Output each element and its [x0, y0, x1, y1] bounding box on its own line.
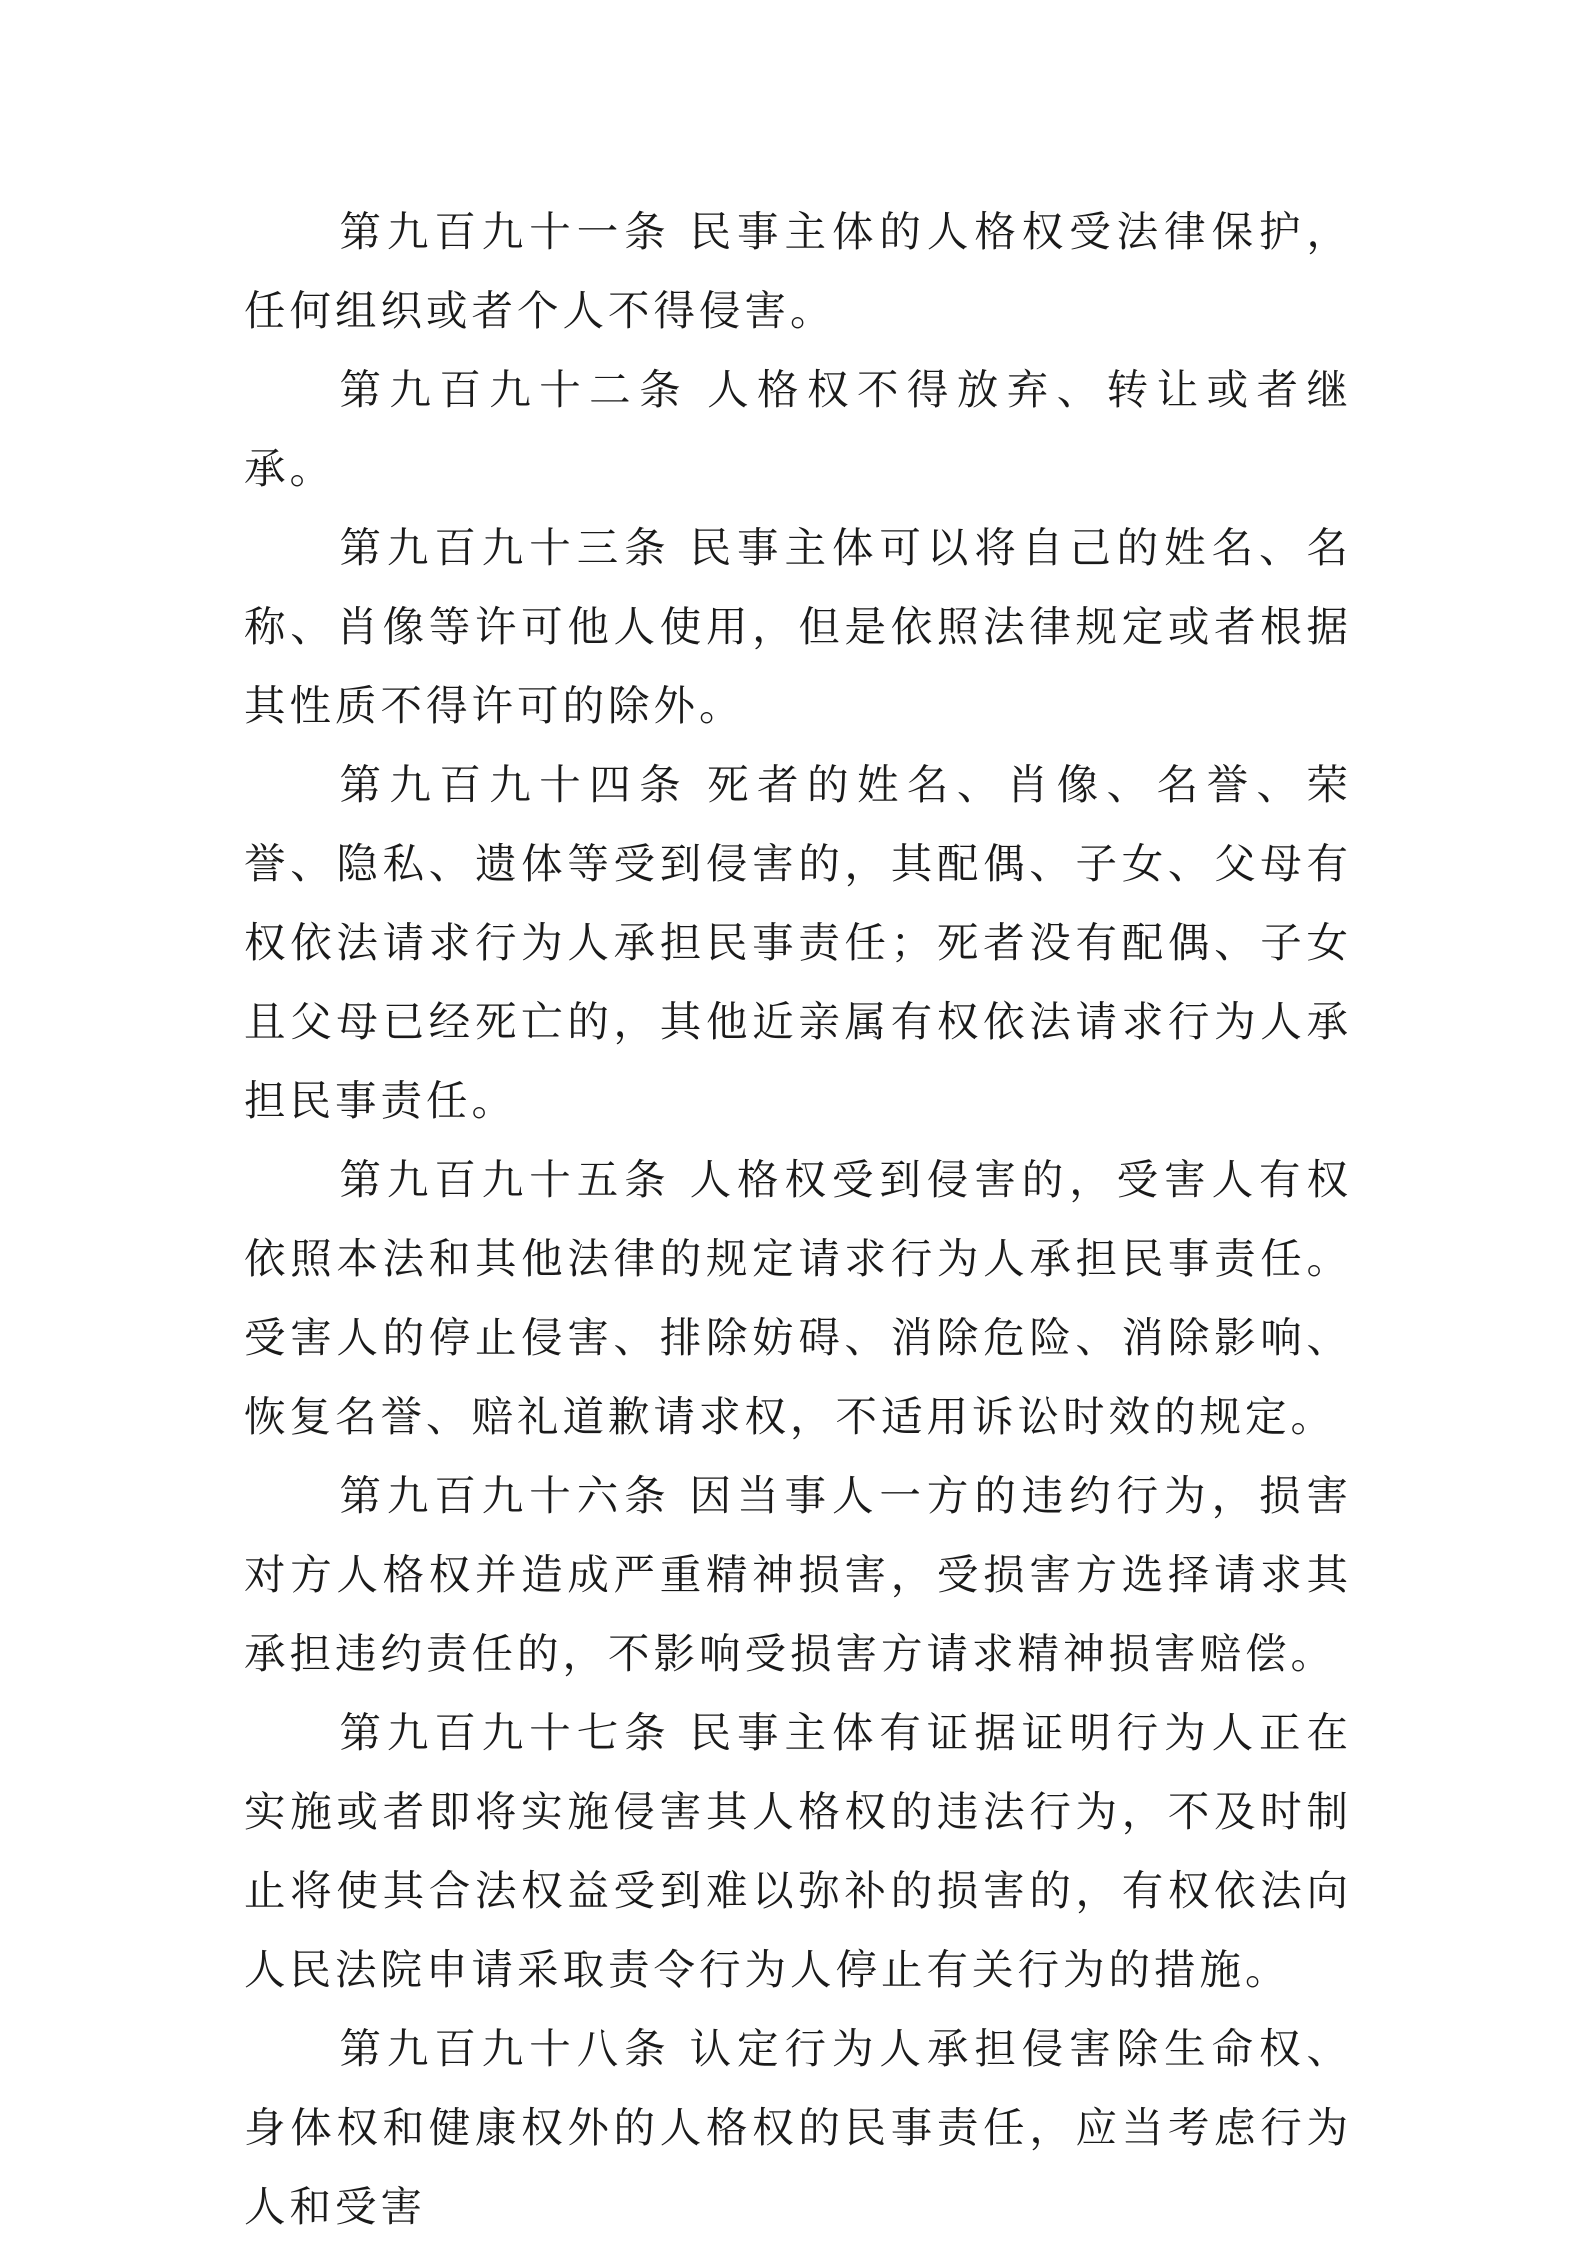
article-number: 第九百九十四条: [339, 760, 690, 809]
article-text: 人格权不得放弃、转让或者继承。: [244, 365, 1352, 493]
article-993: [244, 508, 1352, 745]
article-text: 民事主体的人格权受法律保护，任何组织或者个人不得侵害。: [244, 207, 1352, 335]
article-number: 第九百九十三条: [339, 523, 672, 572]
article-text: 认定行为人承担侵害除生命权、身体权和健康权外的人格权的民事责任，应当考虑行为人和受害: [244, 2024, 1352, 2231]
article-number: 第九百九十二条: [339, 365, 690, 414]
article-text: 民事主体有证据证明行为人正在实施或者即将实施侵害其人格权的违法行为，不及时制止将使其合法权益受到难以弥补的损害的，有权依法向人民法院申请采取责令行为人停止有关行为的措施。: [244, 1708, 1352, 1994]
article-998: [244, 2009, 1352, 2246]
article-995: [244, 1140, 1352, 1456]
article-991: [244, 192, 1352, 350]
article-996: [244, 1456, 1352, 1693]
article-997: [244, 1693, 1352, 2009]
article-number: 第九百九十五条: [339, 1155, 672, 1204]
article-text: 人格权受到侵害的，受害人有权依照本法和其他法律的规定请求行为人承担民事责任。受害人的停止侵害、排除妨碍、消除危险、消除影响、恢复名誉、赔礼道歉请求权，不适用诉讼时效的规定。: [244, 1155, 1352, 1441]
article-994: [244, 745, 1352, 1140]
article-text: 死者的姓名、肖像、名誉、荣誉、隐私、遗体等受到侵害的，其配偶、子女、父母有权依法请求行为人承担民事责任；死者没有配偶、子女且父母已经死亡的，其他近亲属有权依法请求行为人承担民事责任。: [244, 760, 1352, 1125]
article-number: 第九百九十八条: [339, 2024, 672, 2073]
article-text: 民事主体可以将自己的姓名、名称、肖像等许可他人使用，但是依照法律规定或者根据其性质不得许可的除外。: [244, 523, 1352, 730]
article-number: 第九百九十七条: [339, 1708, 672, 1757]
article-number: 第九百九十六条: [339, 1471, 672, 1520]
article-text: 因当事人一方的违约行为，损害对方人格权并造成严重精神损害，受损害方选择请求其承担违约责任的，不影响受损害方请求精神损害赔偿。: [244, 1471, 1352, 1678]
article-992: [244, 350, 1352, 508]
document-body: [244, 192, 1352, 2246]
article-number: 第九百九十一条: [339, 207, 672, 256]
